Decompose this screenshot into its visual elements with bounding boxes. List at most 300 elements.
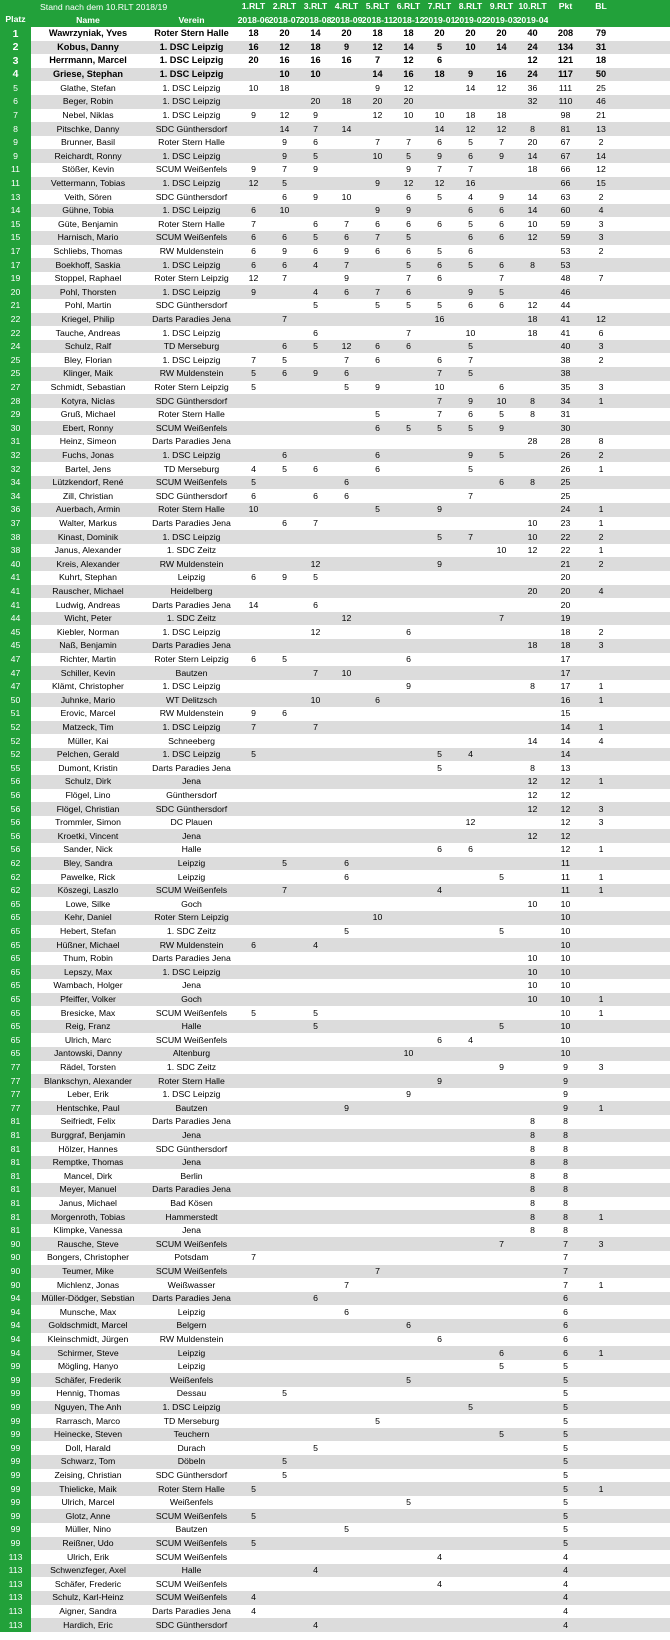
round-score: 6 [251, 572, 256, 583]
round-score [486, 353, 517, 367]
round-score: 12 [527, 55, 538, 66]
points-total: 7 [563, 1238, 568, 1249]
round-score [486, 326, 517, 340]
round-score [424, 285, 455, 299]
platz-cell: 62 [0, 884, 31, 898]
platz-cell: 45 [0, 639, 31, 653]
round-score [300, 1074, 331, 1088]
round-score [362, 1428, 393, 1442]
round-date-header: 2019-04 [517, 14, 548, 25]
round-score: 5 [313, 232, 318, 243]
round-score [393, 1305, 424, 1319]
bl-value [583, 897, 619, 911]
round-score [486, 435, 517, 449]
round-score [269, 816, 300, 830]
bl-value [583, 1523, 619, 1537]
club-name: SCUM Weißenfels [155, 1538, 228, 1549]
round-score [486, 693, 517, 707]
table-title: Stand nach dem 10.RLT 2018/19 [40, 2, 168, 12]
points-total: 40 [560, 341, 571, 352]
platz-cell: 6 [0, 95, 31, 109]
round-score [362, 313, 393, 327]
round-score [455, 1142, 486, 1156]
bl-value: 6 [598, 327, 604, 338]
points-total: 17 [560, 681, 571, 692]
table-row [0, 299, 670, 313]
round-score: 6 [344, 477, 349, 488]
round-score [331, 1237, 362, 1251]
round-score [362, 1142, 393, 1156]
player-name: Kiebler, Norman [56, 626, 120, 637]
round-score: 20 [527, 586, 538, 597]
round-score [393, 1537, 424, 1551]
player-name: Schulz, Ralf [64, 341, 112, 352]
round-score [455, 1605, 486, 1619]
round-score [517, 1564, 548, 1578]
club-name: Bautzen [175, 667, 208, 678]
round-score [424, 993, 455, 1007]
round-score [486, 1210, 517, 1224]
round-score [300, 1550, 331, 1564]
round-score [362, 707, 393, 721]
round-score [362, 544, 393, 558]
round-score [300, 1537, 331, 1551]
round-score [300, 1401, 331, 1415]
table-row [0, 149, 670, 163]
round-date-header: 2019-02 [455, 14, 486, 25]
round-score: 7 [499, 273, 504, 284]
round-score [331, 1605, 362, 1619]
round-score [269, 1401, 300, 1415]
round-score [269, 680, 300, 694]
round-score: 4 [313, 1565, 318, 1576]
points-total: 20 [560, 599, 571, 610]
points-total: 10 [560, 980, 571, 991]
player-name: Seifriedt, Felix [60, 1116, 116, 1127]
platz-cell: 94 [0, 1292, 31, 1306]
points-total: 8 [563, 1116, 568, 1127]
platz-cell: 99 [0, 1496, 31, 1510]
round-score [424, 1197, 455, 1211]
round-score [269, 639, 300, 653]
player-name: Kreis, Alexander [56, 558, 120, 569]
round-score [393, 1197, 424, 1211]
club-name: Leipzig [177, 871, 206, 882]
club-name: SCUM Weißenfels [155, 1510, 228, 1521]
round-score [238, 1115, 269, 1129]
table-row [0, 653, 670, 667]
round-score: 8 [530, 477, 535, 488]
player-name: Zill, Christian [62, 490, 114, 501]
bl-value [583, 476, 619, 490]
round-score: 14 [372, 68, 383, 79]
round-score: 10 [403, 110, 414, 121]
bl-value [583, 1251, 619, 1265]
points-total: 14 [560, 749, 571, 760]
round-score [393, 1591, 424, 1605]
round-score: 40 [527, 28, 538, 39]
round-score [393, 476, 424, 490]
bl-value [583, 421, 619, 435]
round-score [486, 1169, 517, 1183]
platz-cell: 38 [0, 530, 31, 544]
round-score [238, 122, 269, 136]
round-score [269, 394, 300, 408]
round-score [300, 449, 331, 463]
round-header: 8.RLT [458, 1, 483, 12]
round-score: 6 [251, 246, 256, 257]
table-row [0, 1387, 670, 1401]
points-total: 30 [560, 422, 571, 433]
player-name: Aigner, Sandra [59, 1606, 117, 1617]
round-score [486, 1183, 517, 1197]
round-score [424, 585, 455, 599]
table-row [0, 1156, 670, 1170]
round-score [455, 1210, 486, 1224]
round-score: 20 [310, 96, 321, 107]
round-score [362, 1020, 393, 1034]
platz-cell: 34 [0, 476, 31, 490]
table-row [0, 1074, 670, 1088]
player-name: Goldschmidt, Marcel [48, 1320, 128, 1331]
round-score: 6 [499, 218, 504, 229]
platz-cell: 94 [0, 1305, 31, 1319]
round-score: 5 [406, 1497, 411, 1508]
table-row [0, 517, 670, 531]
round-score: 5 [468, 259, 473, 270]
round-score [393, 1265, 424, 1279]
round-score [269, 1129, 300, 1143]
round-score: 6 [375, 450, 380, 461]
round-score: 7 [251, 1252, 256, 1263]
round-score [393, 789, 424, 803]
round-score [362, 748, 393, 762]
round-score [331, 1142, 362, 1156]
round-score [331, 938, 362, 952]
platz-cell: 65 [0, 1033, 31, 1047]
bl-value: 2 [598, 531, 604, 542]
round-score [238, 870, 269, 884]
bl-value [583, 1333, 619, 1347]
round-score [517, 1509, 548, 1523]
points-total: 26 [560, 450, 571, 461]
round-score: 10 [527, 531, 538, 542]
round-score [517, 421, 548, 435]
platz-cell: 81 [0, 1210, 31, 1224]
round-score: 5 [499, 926, 504, 937]
club-name: Hammerstedt [165, 1211, 218, 1222]
round-score [362, 1387, 393, 1401]
player-name: Blankschyn, Alexander [44, 1075, 132, 1086]
round-score [238, 190, 269, 204]
round-score [424, 1564, 455, 1578]
round-score: 5 [282, 1470, 287, 1481]
round-score [517, 1401, 548, 1415]
points-total: 11 [560, 871, 571, 882]
round-score [331, 462, 362, 476]
player-name: Kehr, Daniel [64, 912, 112, 923]
round-score [300, 952, 331, 966]
points-total: 121 [557, 55, 574, 66]
round-score: 5 [344, 926, 349, 937]
round-score [424, 1237, 455, 1251]
round-score: 5 [282, 858, 287, 869]
round-date-header: 2018-11 [362, 14, 393, 25]
round-score: 4 [251, 1606, 256, 1617]
round-score: 5 [313, 1007, 318, 1018]
round-score: 7 [313, 518, 318, 529]
round-score [238, 1618, 269, 1632]
platz-cell: 47 [0, 680, 31, 694]
points-total: 66 [560, 164, 571, 175]
round-score [362, 1183, 393, 1197]
round-score: 18 [341, 96, 352, 107]
player-name: Reichardt, Ronny [54, 150, 122, 161]
club-name: Goch [181, 994, 202, 1005]
round-score [455, 884, 486, 898]
round-score [238, 1265, 269, 1279]
round-score [486, 530, 517, 544]
club-name: SDC Günthersdorf [155, 1470, 228, 1481]
round-score [362, 1360, 393, 1374]
platz-cell: 1 [0, 27, 31, 41]
round-score [424, 952, 455, 966]
round-score: 6 [406, 654, 411, 665]
player-name: Reißner, Udo [62, 1538, 114, 1549]
round-score [393, 612, 424, 626]
round-score [486, 1142, 517, 1156]
player-name: Hennig, Thomas [56, 1388, 120, 1399]
round-score: 5 [375, 409, 380, 420]
club-name: SDC Günthersdorf [155, 1619, 228, 1630]
bl-value: 2 [598, 246, 604, 257]
bl-value [583, 571, 619, 585]
round-score [331, 1537, 362, 1551]
table-row [0, 272, 670, 286]
club-name: SDC Günthersdorf [155, 1143, 228, 1154]
round-score [424, 979, 455, 993]
round-score: 9 [406, 1089, 411, 1100]
club-name: 1. DSC Leipzig [162, 150, 221, 161]
table-row [0, 1509, 670, 1523]
round-score [238, 1020, 269, 1034]
round-score [424, 449, 455, 463]
round-score: 5 [406, 300, 411, 311]
round-score [362, 476, 393, 490]
round-score [455, 925, 486, 939]
round-score [269, 217, 300, 231]
round-score [269, 1020, 300, 1034]
bl-value [583, 1509, 619, 1523]
club-name: Roter Stern Halle [158, 1075, 225, 1086]
table-row [0, 313, 670, 327]
round-score [300, 1224, 331, 1238]
points-total: 14 [560, 722, 571, 733]
round-score [300, 1061, 331, 1075]
club-name: Leipzig [177, 1306, 206, 1317]
round-score [362, 1537, 393, 1551]
club-name: 1. SDC Zeitz [166, 926, 217, 937]
round-score [269, 789, 300, 803]
bl-value [583, 1224, 619, 1238]
round-score [455, 1061, 486, 1075]
player-name: Müller, Kai [67, 735, 109, 746]
round-score [517, 489, 548, 503]
round-score [362, 1550, 393, 1564]
round-score [455, 1319, 486, 1333]
round-score [424, 462, 455, 476]
round-score [331, 680, 362, 694]
round-score [331, 1373, 362, 1387]
round-score: 10 [248, 504, 259, 515]
round-score [517, 816, 548, 830]
round-score [238, 1088, 269, 1102]
player-name: Kriegel, Philip [61, 314, 115, 325]
bl-value: 1 [598, 994, 604, 1005]
points-total: 10 [560, 1021, 571, 1032]
club-name: SCUM Weißenfels [155, 1551, 228, 1562]
round-score [300, 1278, 331, 1292]
points-total: 10 [560, 926, 571, 937]
round-score: 7 [468, 164, 473, 175]
round-score [269, 938, 300, 952]
round-score: 7 [374, 55, 381, 66]
round-score: 18 [496, 110, 507, 121]
round-score [393, 1033, 424, 1047]
points-total: 4 [563, 1606, 568, 1617]
bl-value [583, 1292, 619, 1306]
round-score: 4 [251, 1592, 256, 1603]
round-score: 12 [496, 82, 507, 93]
round-score [331, 1469, 362, 1483]
round-score [424, 1115, 455, 1129]
round-score: 6 [468, 205, 473, 216]
round-score [269, 1523, 300, 1537]
round-score [517, 707, 548, 721]
round-score: 14 [465, 82, 476, 93]
player-name: Doll, Harald [65, 1442, 111, 1453]
round-score [424, 1047, 455, 1061]
round-score [486, 1441, 517, 1455]
round-score [486, 1319, 517, 1333]
points-total: 8 [563, 1170, 568, 1181]
table-row [0, 789, 670, 803]
round-score [300, 1183, 331, 1197]
round-score [331, 897, 362, 911]
round-score: 6 [468, 844, 473, 855]
round-score [424, 204, 455, 218]
player-name: Rarrasch, Marco [55, 1415, 121, 1426]
club-name: Weißwasser [167, 1279, 216, 1290]
table-row [0, 1278, 670, 1292]
round-score [362, 1577, 393, 1591]
club-name: 1. DSC Leipzig [162, 450, 221, 461]
bl-value [583, 707, 619, 721]
round-score [362, 1605, 393, 1619]
round-score [362, 1509, 393, 1523]
platz-cell: 99 [0, 1482, 31, 1496]
player-name: Richter, Martin [59, 654, 116, 665]
table-row [0, 54, 670, 68]
bl-value [583, 1455, 619, 1469]
bl-value [583, 1401, 619, 1415]
round-score [424, 1605, 455, 1619]
round-score: 6 [499, 205, 504, 216]
bl-value: 1 [598, 395, 604, 406]
round-score [455, 476, 486, 490]
round-score [455, 979, 486, 993]
round-score [424, 816, 455, 830]
club-name: SDC Günthersdorf [155, 123, 228, 134]
club-name: SCUM Weißenfels [155, 1266, 228, 1277]
table-row [0, 625, 670, 639]
round-score [455, 1496, 486, 1510]
bl-value [583, 829, 619, 843]
club-name: RW Muldenstein [159, 1334, 224, 1345]
platz-cell: 113 [0, 1618, 31, 1632]
points-total: 10 [560, 912, 571, 923]
round-score: 9 [375, 382, 380, 393]
round-score [269, 1537, 300, 1551]
round-score [517, 340, 548, 354]
round-score [393, 1251, 424, 1265]
round-score: 4 [437, 1551, 442, 1562]
points-total: 23 [560, 518, 571, 529]
round-score: 9 [467, 68, 474, 79]
round-score: 8 [530, 1198, 535, 1209]
round-score [238, 95, 269, 109]
round-score [455, 1469, 486, 1483]
round-score: 6 [375, 246, 380, 257]
table-row [0, 870, 670, 884]
round-score [486, 1197, 517, 1211]
club-name: Dessau [176, 1388, 207, 1399]
points-total: 12 [560, 803, 571, 814]
round-score [393, 829, 424, 843]
round-score [517, 503, 548, 517]
round-score [424, 1618, 455, 1632]
round-score [331, 829, 362, 843]
player-name: Ulrich, Marc [64, 1034, 112, 1045]
round-score [331, 952, 362, 966]
club-name: Weißenfels [169, 1497, 214, 1508]
player-name: Matzeck, Tim [62, 722, 114, 733]
round-score [486, 1156, 517, 1170]
round-score [393, 938, 424, 952]
round-score [362, 1047, 393, 1061]
round-score [486, 748, 517, 762]
round-score [424, 1101, 455, 1115]
round-score [424, 1482, 455, 1496]
round-score [486, 938, 517, 952]
round-score [486, 639, 517, 653]
round-score [424, 829, 455, 843]
round-score [269, 95, 300, 109]
round-score [517, 353, 548, 367]
round-score: 10 [465, 327, 476, 338]
player-name: Kroetki, Vincent [57, 830, 119, 841]
points-total: 10 [560, 1048, 571, 1059]
points-total: 44 [560, 300, 571, 311]
player-name: Wambach, Holger [53, 980, 123, 991]
round-score [393, 1401, 424, 1415]
round-score: 5 [313, 572, 318, 583]
club-name: SCUM Weißenfels [155, 1578, 228, 1589]
round-score [424, 1129, 455, 1143]
round-score: 9 [499, 1062, 504, 1073]
round-score [238, 680, 269, 694]
round-score [393, 571, 424, 585]
